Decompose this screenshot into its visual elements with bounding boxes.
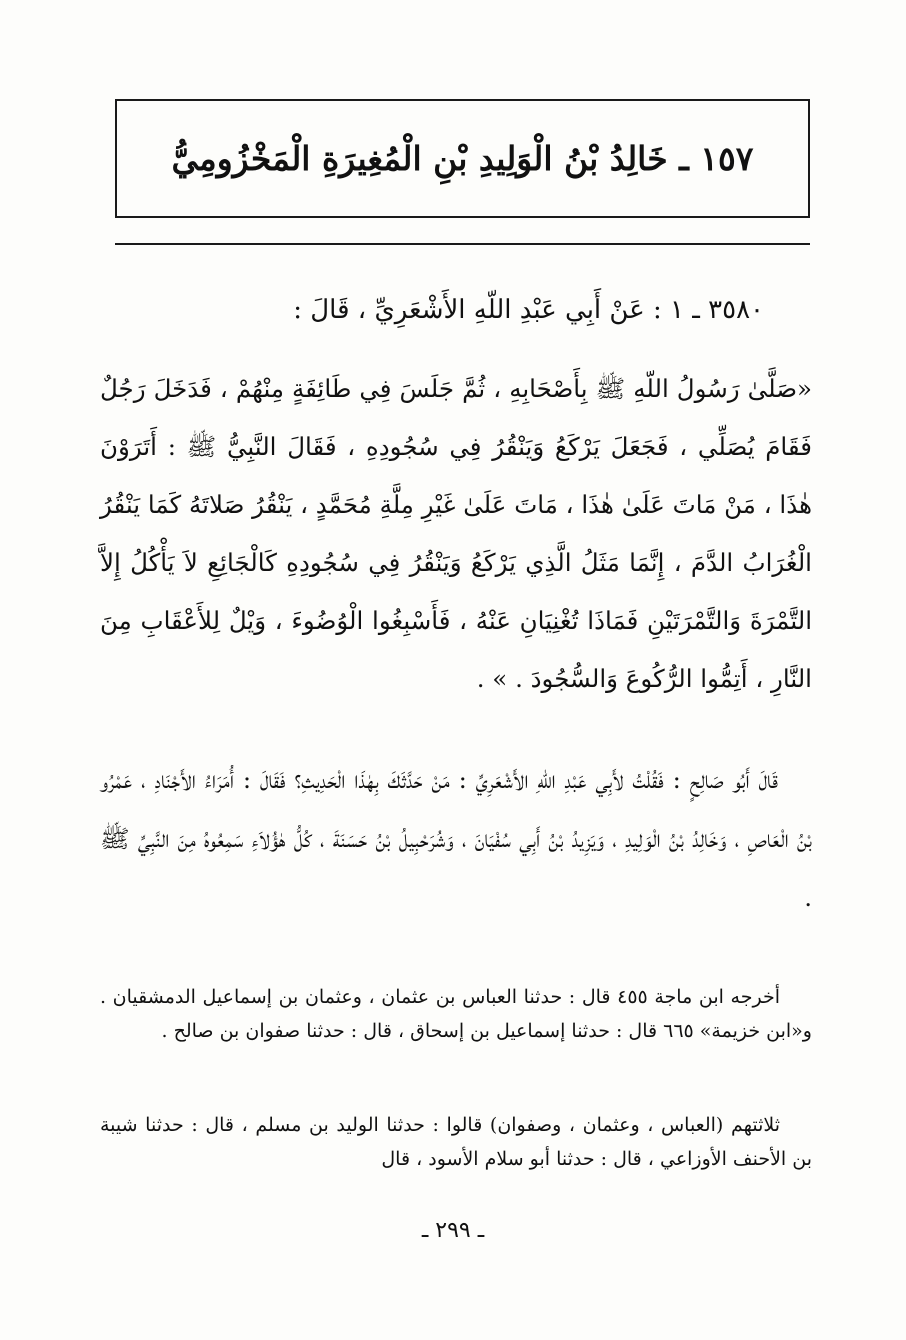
footnote-isnad: ثلاثتهم (العباس ، وعثمان ، وصفوان) قالوا : حدثنا الوليد بن مسلم ، قال : حدثنا شيبة بن الأحنف الأوزاعي ، قال : حدثنا أبو سلام الأسود ، قال xyxy=(100,1114,812,1170)
narrator-commentary: قَالَ أَبُو صَالِحٍ : فَقُلْتُ لأَبِي عَبْدِ اللّهِ الأَشْعَرِيِّ : مَنْ حَدَّثَكَ بِهٰذَا الْحَدِيثِ؟ فَقَالَ : أُمَرَاءُ الأَجْنَادِ ، عَمْرُو بْنُ الْعَاصِ ، وَخَالِدُ بْنُ الْوَلِيدِ ، وَيَزِيدُ بْنُ أَبِي سُفْيَانَ ، وَشُرَحْبِيلُ بْنُ حَسَنَةَ ، كُلُّ هٰؤُلاَءِ سَمِعُوهُ مِنَ النَّبِيِّ ﷺ . xyxy=(100,765,812,912)
page-number: ـ ٢٩٩ ـ xyxy=(421,1218,485,1243)
footnote-takhrij: أخرجه ابن ماجة ٤٥٥ قال : حدثنا العباس بن عثمان ، وعثمان بن إسماعيل الدمشقيان . و«ابن خزيمة» ٦٦٥ قال : حدثنا إسماعيل بن إسحاق ، قال : حدثنا صفوان بن صالح . xyxy=(100,986,812,1042)
hadith-heading: ٣٥٨٠ ـ ١ : عَنْ أَبِي عَبْدِ اللّهِ الأَشْعَرِيِّ ، قَالَ : xyxy=(293,295,764,325)
chapter-title: ١٥٧ ـ خَالِدُ بْنُ الْوَلِيدِ بْنِ الْمُغِيرَةِ الْمَخْزُومِيُّ xyxy=(171,139,754,178)
hadith-text: «صَلَّىٰ رَسُولُ اللّهِ ﷺ بِأَصْحَابِهِ ، ثُمَّ جَلَسَ فِي طَائِفَةٍ مِنْهُمْ ، فَدَخَلَ رَجُلٌ فَقَامَ يُصَلِّي ، فَجَعَلَ يَرْكَعُ وَيَنْقُرُ فِي سُجُودِهِ ، فَقَالَ النَّبِيُّ ﷺ : أَتَرَوْنَ هٰذَا ، مَنْ مَاتَ عَلَىٰ هٰذَا ، مَاتَ عَلَىٰ غَيْرِ مِلَّةِ مُحَمَّدٍ ، يَنْقُرُ صَلاتَهُ كَمَا يَنْقُرُ الْغُرَابُ الدَّمَ ، إِنَّمَا مَثَلُ الَّذِي يَرْكَعُ وَيَنْقُرُ فِي سُجُودِهِ كَالْجَائِعِ لاَ يَأْكُلُ إِلاَّ التَّمْرَةَ وَالتَّمْرَتَيْنِ فَمَاذَا تُغْنِيَانِ عَنْهُ ، فَأَسْبِغُوا الْوُضُوءَ ، وَيْلٌ لِلأَعْقَابِ مِنَ النَّارِ ، أَتِمُّوا الرُّكُوعَ وَالسُّجُودَ . » . xyxy=(100,374,812,693)
header-divider xyxy=(115,243,810,245)
chapter-title-box xyxy=(115,99,810,218)
